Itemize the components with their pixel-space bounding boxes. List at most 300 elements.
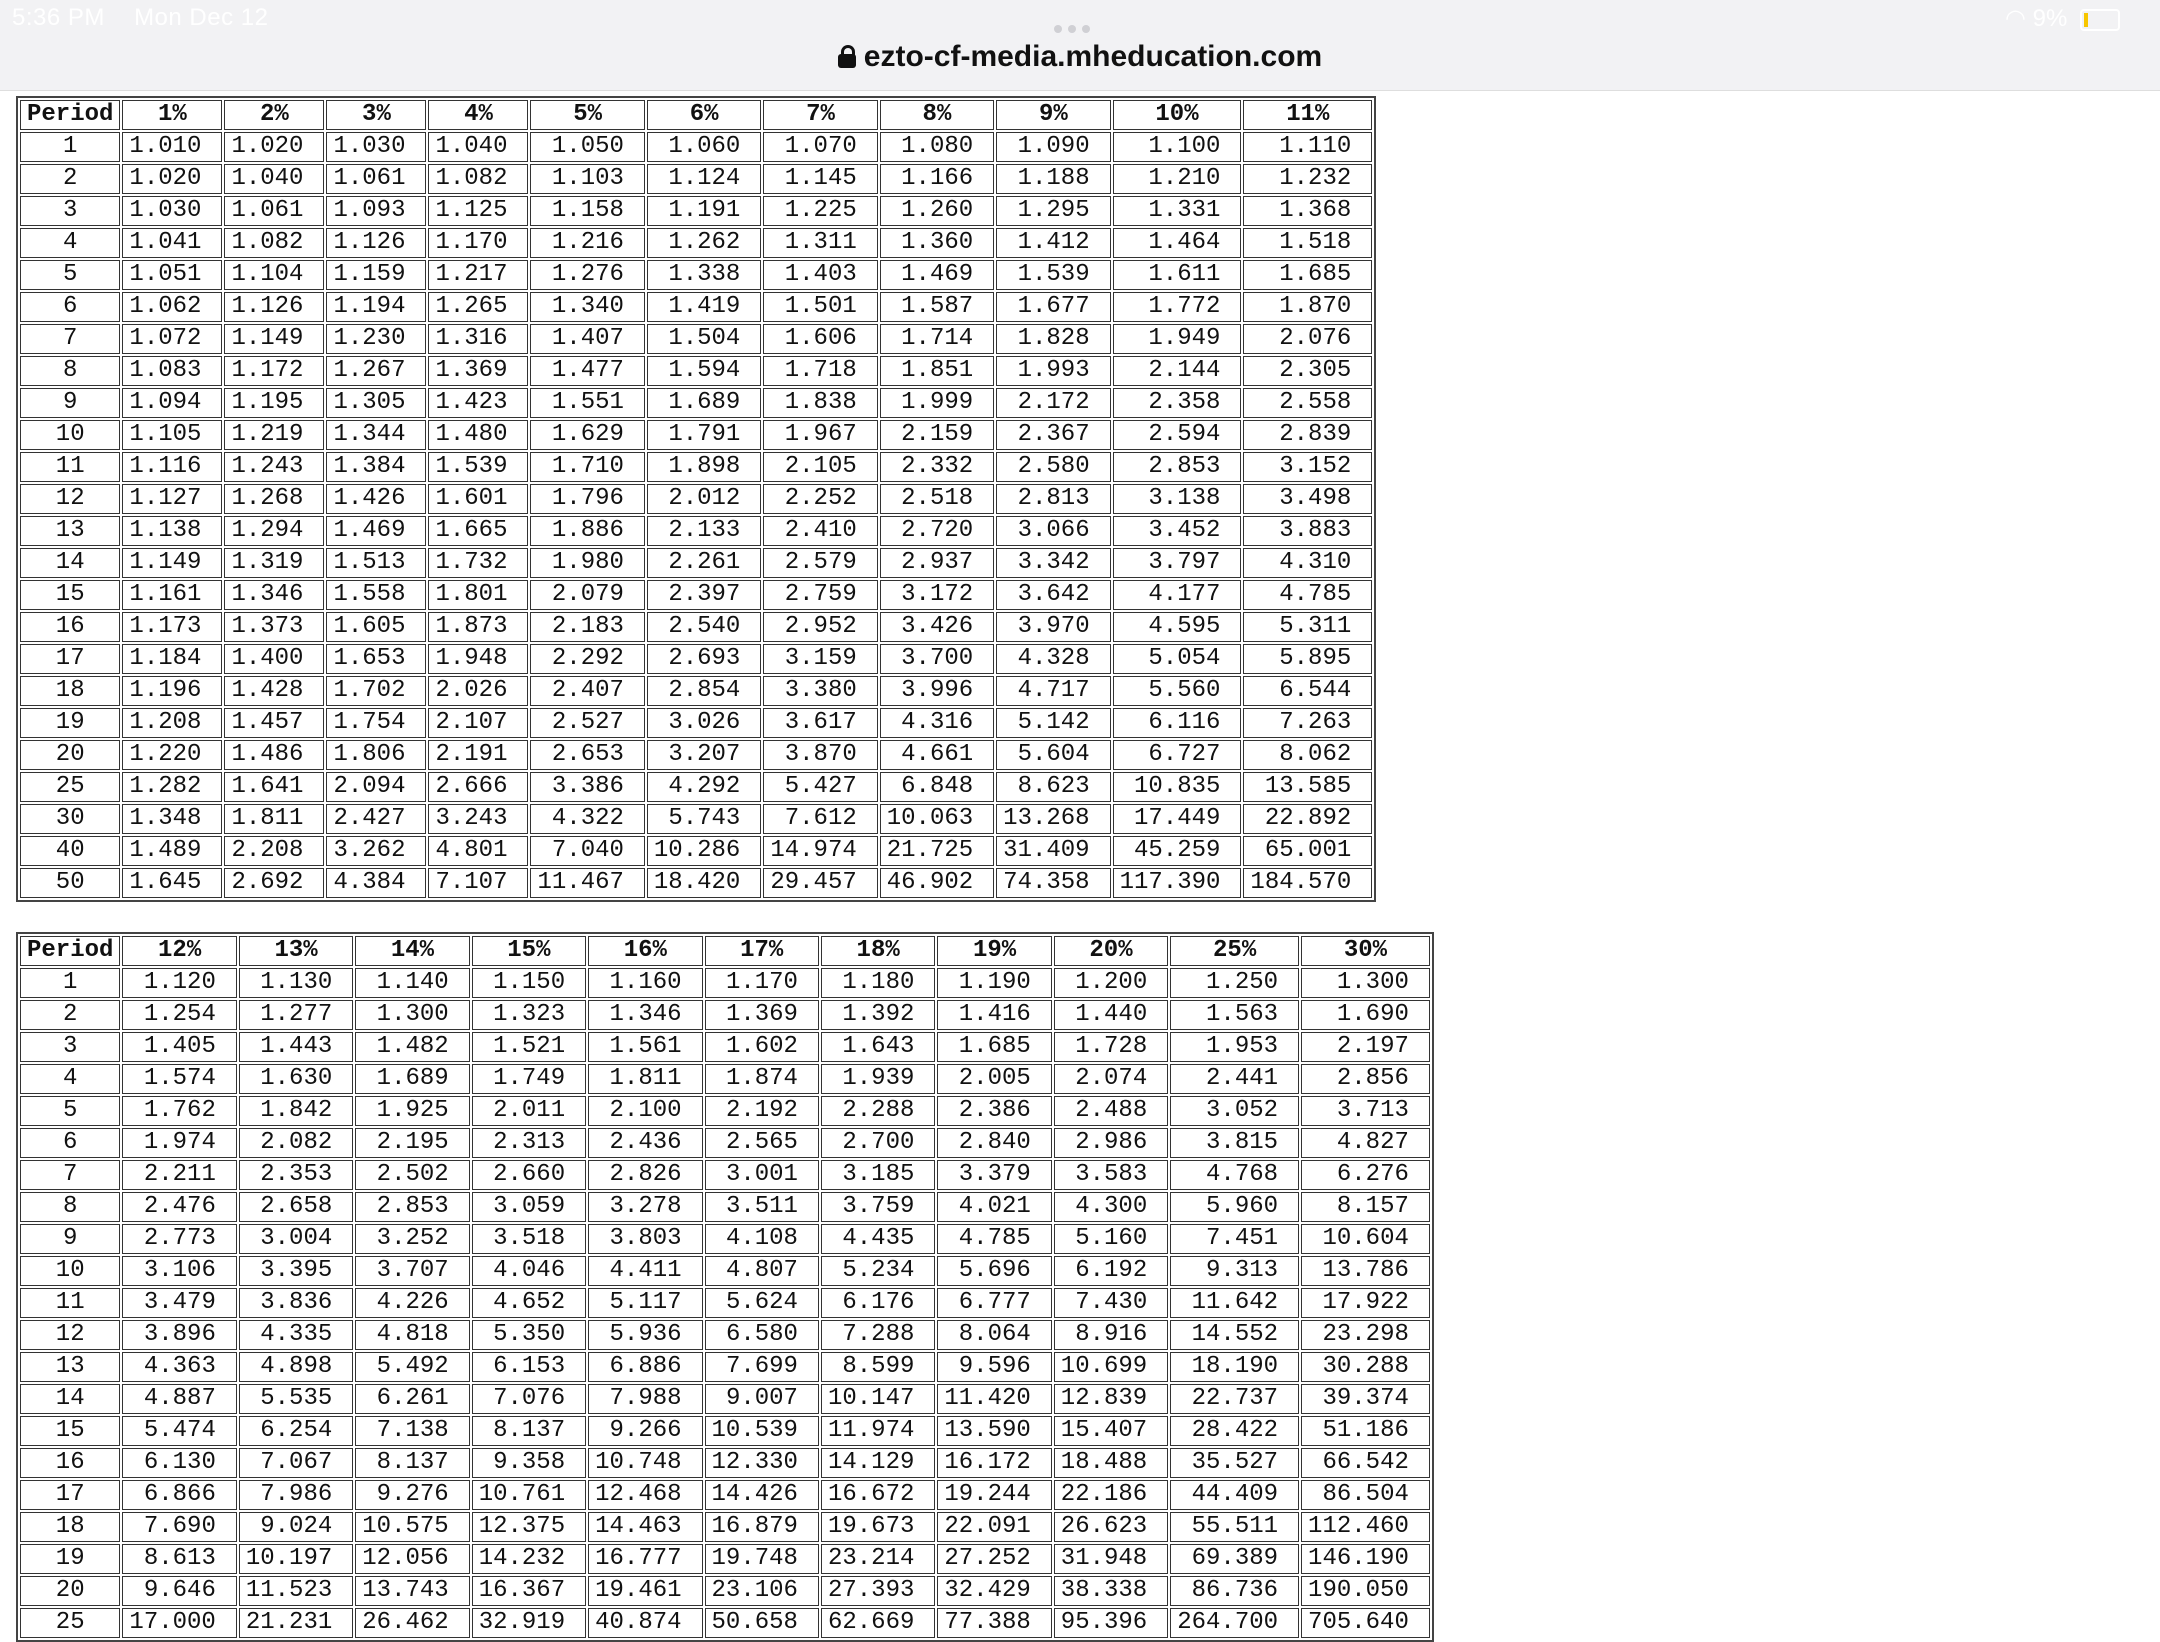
factor-cell: 5.535 [239,1384,353,1414]
factor-cell: 1.685 [1243,260,1372,290]
factor-cell: 2.853 [1113,452,1242,482]
table-header-row [20,100,1372,130]
factor-cell: 2.144 [1113,356,1242,386]
factor-cell: 1.060 [647,132,761,162]
factor-cell: 6.192 [1054,1256,1168,1286]
factor-cell: 1.416 [937,1000,1051,1030]
browser-top-bar [0,0,2160,91]
factor-cell: 16.879 [705,1512,819,1542]
factor-cell: 27.393 [821,1576,935,1606]
factor-cell: 7.138 [355,1416,469,1446]
factor-cell: 2.502 [355,1160,469,1190]
period-cell: 19 [20,708,120,738]
table-row [20,356,1372,386]
factor-cell: 4.292 [647,772,761,802]
factor-cell: 1.149 [122,548,222,578]
factor-cell: 6.276 [1301,1160,1430,1190]
factor-cell: 1.150 [472,968,586,998]
factor-cell: 1.158 [530,196,644,226]
period-cell: 14 [20,548,120,578]
factor-cell: 7.612 [763,804,877,834]
factor-cell: 7.699 [705,1352,819,1382]
period-cell: 5 [20,1096,120,1126]
factor-cell: 1.796 [530,484,644,514]
factor-cell: 1.030 [122,196,222,226]
factor-cell: 1.842 [239,1096,353,1126]
factor-cell: 1.482 [355,1032,469,1062]
factor-cell: 1.486 [224,740,324,770]
table-row [20,324,1372,354]
factor-cell: 1.250 [1170,968,1299,998]
factor-cell: 4.887 [122,1384,236,1414]
factor-cell: 22.186 [1054,1480,1168,1510]
factor-cell: 31.948 [1054,1544,1168,1574]
factor-cell: 1.428 [224,676,324,706]
factor-cell: 3.342 [996,548,1110,578]
period-cell: 4 [20,1064,120,1094]
factor-cell: 5.474 [122,1416,236,1446]
factor-cell: 1.265 [428,292,528,322]
multitask-handle-icon[interactable] [1054,20,1100,28]
factor-cell: 1.184 [122,644,222,674]
factor-cell: 9.007 [705,1384,819,1414]
factor-cell: 1.440 [1054,1000,1168,1030]
factor-cell: 3.207 [647,740,761,770]
factor-cell: 3.836 [239,1288,353,1318]
period-cell: 15 [20,1416,120,1446]
factor-cell: 32.429 [937,1576,1051,1606]
factor-cell: 30.288 [1301,1352,1430,1382]
factor-cell: 1.170 [428,228,528,258]
table-row [20,1032,1430,1062]
factor-cell: 28.422 [1170,1416,1299,1446]
factor-cell: 1.369 [705,1000,819,1030]
factor-cell: 6.176 [821,1288,935,1318]
factor-cell: 3.059 [472,1192,586,1222]
table-row [20,804,1372,834]
table-row [20,968,1430,998]
factor-cell: 31.409 [996,836,1110,866]
factor-cell: 1.217 [428,260,528,290]
factor-cell: 2.773 [122,1224,236,1254]
factor-cell: 2.427 [326,804,426,834]
period-cell: 18 [20,1512,120,1542]
factor-cell: 2.840 [937,1128,1051,1158]
factor-cell: 1.219 [224,420,324,450]
factor-cell: 1.874 [705,1064,819,1094]
factor-cell: 9.276 [355,1480,469,1510]
factor-cell: 4.046 [472,1256,586,1286]
table-row [20,868,1372,898]
factor-cell: 1.254 [122,1000,236,1030]
table-row [20,1096,1430,1126]
factor-cell: 1.300 [1301,968,1430,998]
period-cell: 5 [20,260,120,290]
factor-cell: 1.041 [122,228,222,258]
factor-cell: 17.000 [122,1608,236,1638]
table-row [20,1128,1430,1158]
status-date: Mon Dec 12 [134,4,269,31]
factor-cell: 12.056 [355,1544,469,1574]
factor-cell: 14.552 [1170,1320,1299,1350]
factor-cell: 9.024 [239,1512,353,1542]
factor-cell: 1.196 [122,676,222,706]
factor-cell: 1.967 [763,420,877,450]
period-cell: 8 [20,1192,120,1222]
factor-cell: 3.052 [1170,1096,1299,1126]
factor-cell: 1.159 [326,260,426,290]
factor-cell: 1.605 [326,612,426,642]
factor-cell: 1.384 [326,452,426,482]
factor-cell: 5.054 [1113,644,1242,674]
factor-cell: 15.407 [1054,1416,1168,1446]
factor-cell: 1.953 [1170,1032,1299,1062]
factor-cell: 2.410 [763,516,877,546]
table-row [20,1192,1430,1222]
factor-cell: 1.268 [224,484,324,514]
factor-cell: 8.064 [937,1320,1051,1350]
factor-cell: 1.140 [355,968,469,998]
factor-cell: 6.848 [880,772,994,802]
factor-cell: 3.700 [880,644,994,674]
factor-cell: 1.551 [530,388,644,418]
factor-cell: 2.658 [239,1192,353,1222]
rate-column-header: 11% [1243,100,1372,130]
factor-cell: 7.288 [821,1320,935,1350]
factor-cell: 1.412 [996,228,1110,258]
period-cell: 25 [20,1608,120,1638]
table-row [20,1352,1430,1382]
address-bar[interactable] [0,40,2160,74]
table-row [20,676,1372,706]
factor-cell: 5.234 [821,1256,935,1286]
factor-cell: 4.411 [588,1256,702,1286]
factor-cell: 4.661 [880,740,994,770]
factor-cell: 1.170 [705,968,819,998]
rate-column-header: 5% [530,100,644,130]
factor-cell: 86.504 [1301,1480,1430,1510]
factor-cell: 1.539 [428,452,528,482]
factor-cell: 1.124 [647,164,761,194]
factor-cell: 13.268 [996,804,1110,834]
factor-cell: 32.919 [472,1608,586,1638]
table-row [20,772,1372,802]
factor-cell: 1.754 [326,708,426,738]
rate-column-header: 7% [763,100,877,130]
factor-cell: 5.311 [1243,612,1372,642]
factor-cell: 1.191 [647,196,761,226]
factor-cell: 1.665 [428,516,528,546]
factor-cell: 9.313 [1170,1256,1299,1286]
factor-cell: 1.732 [428,548,528,578]
table-row [20,132,1372,162]
table-row [20,1160,1430,1190]
factor-cell: 1.949 [1113,324,1242,354]
factor-cell: 14.974 [763,836,877,866]
factor-cell: 1.710 [530,452,644,482]
table-row [20,580,1372,610]
factor-cell: 5.492 [355,1352,469,1382]
factor-cell: 1.419 [647,292,761,322]
factor-cell: 5.696 [937,1256,1051,1286]
factor-cell: 1.061 [326,164,426,194]
factor-cell: 4.898 [239,1352,353,1382]
factor-cell: 10.835 [1113,772,1242,802]
factor-cell: 1.300 [355,1000,469,1030]
factor-cell: 1.040 [224,164,324,194]
factor-cell: 1.685 [937,1032,1051,1062]
factor-cell: 4.177 [1113,580,1242,610]
factor-cell: 3.106 [122,1256,236,1286]
factor-cell: 1.305 [326,388,426,418]
factor-cell: 1.126 [326,228,426,258]
factor-cell: 5.560 [1113,676,1242,706]
factor-cell: 14.129 [821,1448,935,1478]
factor-cell: 11.467 [530,868,644,898]
table-row [20,612,1372,642]
factor-cell: 1.050 [530,132,644,162]
factor-cell: 4.435 [821,1224,935,1254]
factor-cell: 1.331 [1113,196,1242,226]
factor-cell: 3.797 [1113,548,1242,578]
period-cell: 2 [20,1000,120,1030]
period-cell: 10 [20,420,120,450]
table-row [20,548,1372,578]
factor-cell: 2.518 [880,484,994,514]
factor-cell: 10.197 [239,1544,353,1574]
factor-cell: 1.093 [326,196,426,226]
period-cell: 1 [20,132,120,162]
factor-cell: 1.718 [763,356,877,386]
factor-cell: 3.004 [239,1224,353,1254]
factor-cell: 1.188 [996,164,1110,194]
factor-cell: 40.874 [588,1608,702,1638]
factor-cell: 74.358 [996,868,1110,898]
factor-cell: 65.001 [1243,836,1372,866]
factor-cell: 12.330 [705,1448,819,1478]
table-row [20,1256,1430,1286]
factor-cell: 1.594 [647,356,761,386]
factor-cell: 12.839 [1054,1384,1168,1414]
rate-column-header: 10% [1113,100,1242,130]
factor-cell: 4.310 [1243,548,1372,578]
rate-column-header: 9% [996,100,1110,130]
period-cell: 8 [20,356,120,386]
factor-cell: 51.186 [1301,1416,1430,1446]
future-value-table-1 [16,96,1376,902]
factor-cell: 13.743 [355,1576,469,1606]
factor-cell: 1.373 [224,612,324,642]
factor-cell: 1.311 [763,228,877,258]
period-cell: 9 [20,1224,120,1254]
rate-column-header: 16% [588,936,702,966]
factor-cell: 1.513 [326,548,426,578]
factor-cell: 1.030 [326,132,426,162]
factor-cell: 22.892 [1243,804,1372,834]
rate-column-header: 4% [428,100,528,130]
factor-cell: 2.252 [763,484,877,514]
factor-cell: 1.220 [122,740,222,770]
factor-cell: 10.063 [880,804,994,834]
factor-cell: 1.316 [428,324,528,354]
factor-cell: 1.828 [996,324,1110,354]
factor-cell: 2.436 [588,1128,702,1158]
factor-cell: 6.866 [122,1480,236,1510]
factor-cell: 2.211 [122,1160,236,1190]
factor-cell: 1.480 [428,420,528,450]
factor-cell: 1.346 [588,1000,702,1030]
factor-cell: 2.666 [428,772,528,802]
factor-cell: 13.590 [937,1416,1051,1446]
factor-cell: 1.925 [355,1096,469,1126]
factor-cell: 4.807 [705,1256,819,1286]
factor-cell: 1.403 [763,260,877,290]
factor-cell: 2.332 [880,452,994,482]
factor-cell: 6.130 [122,1448,236,1478]
factor-cell: 1.405 [122,1032,236,1062]
factor-cell: 6.544 [1243,676,1372,706]
factor-cell: 1.643 [821,1032,935,1062]
factor-cell: 3.380 [763,676,877,706]
factor-cell: 3.642 [996,580,1110,610]
factor-cell: 3.278 [588,1192,702,1222]
factor-cell: 2.527 [530,708,644,738]
factor-cell: 2.305 [1243,356,1372,386]
factor-cell: 1.368 [1243,196,1372,226]
factor-cell: 1.138 [122,516,222,546]
rate-column-header: 18% [821,936,935,966]
factor-cell: 1.501 [763,292,877,322]
table-row [20,196,1372,226]
factor-cell: 10.604 [1301,1224,1430,1254]
factor-cell: 3.386 [530,772,644,802]
factor-cell: 2.759 [763,580,877,610]
factor-cell: 2.693 [647,644,761,674]
factor-cell: 19.461 [588,1576,702,1606]
factor-cell: 3.001 [705,1160,819,1190]
table-row [20,1224,1430,1254]
factor-cell: 29.457 [763,868,877,898]
factor-cell: 3.152 [1243,452,1372,482]
rate-column-header: 30% [1301,936,1430,966]
factor-cell: 1.104 [224,260,324,290]
factor-cell: 1.243 [224,452,324,482]
lock-icon [838,54,856,68]
factor-cell: 1.295 [996,196,1110,226]
status-bar-right [2005,4,2120,33]
factor-cell: 1.400 [224,644,324,674]
factor-cell: 1.230 [326,324,426,354]
factor-cell: 1.080 [880,132,994,162]
rate-column-header: 13% [239,936,353,966]
factor-cell: 2.011 [472,1096,586,1126]
factor-cell: 5.743 [647,804,761,834]
factor-cell: 1.611 [1113,260,1242,290]
factor-cell: 7.430 [1054,1288,1168,1318]
period-cell: 12 [20,484,120,514]
factor-cell: 1.690 [1301,1000,1430,1030]
factor-cell: 1.127 [122,484,222,514]
factor-cell: 2.407 [530,676,644,706]
factor-cell: 1.083 [122,356,222,386]
factor-cell: 23.106 [705,1576,819,1606]
factor-cell: 3.707 [355,1256,469,1286]
table-row [20,836,1372,866]
factor-cell: 3.518 [472,1224,586,1254]
factor-cell: 5.895 [1243,644,1372,674]
factor-cell: 1.166 [880,164,994,194]
factor-cell: 117.390 [1113,868,1242,898]
factor-cell: 3.252 [355,1224,469,1254]
factor-cell: 13.786 [1301,1256,1430,1286]
factor-cell: 2.986 [1054,1128,1168,1158]
factor-cell: 9.646 [122,1576,236,1606]
factor-cell: 1.521 [472,1032,586,1062]
factor-cell: 44.409 [1170,1480,1299,1510]
wifi-icon: ◠ [2005,5,2026,32]
factor-cell: 1.369 [428,356,528,386]
factor-cell: 4.108 [705,1224,819,1254]
factor-cell: 2.367 [996,420,1110,450]
period-cell: 6 [20,1128,120,1158]
factor-cell: 9.596 [937,1352,1051,1382]
factor-cell: 1.125 [428,196,528,226]
factor-cell: 45.259 [1113,836,1242,866]
factor-cell: 1.120 [122,968,236,998]
table-row [20,1448,1430,1478]
factor-cell: 2.107 [428,708,528,738]
factor-cell: 1.772 [1113,292,1242,322]
factor-cell: 1.173 [122,612,222,642]
factor-cell: 10.699 [1054,1352,1168,1382]
table-header-row [20,936,1430,966]
factor-cell: 2.159 [880,420,994,450]
factor-cell: 10.748 [588,1448,702,1478]
factor-cell: 1.563 [1170,1000,1299,1030]
factor-cell: 2.854 [647,676,761,706]
factor-cell: 19.244 [937,1480,1051,1510]
factor-cell: 2.082 [239,1128,353,1158]
factor-cell: 2.195 [355,1128,469,1158]
factor-cell: 190.050 [1301,1576,1430,1606]
factor-cell: 5.936 [588,1320,702,1350]
period-cell: 30 [20,804,120,834]
factor-cell: 2.192 [705,1096,819,1126]
period-cell: 15 [20,580,120,610]
factor-cell: 1.126 [224,292,324,322]
factor-cell: 14.232 [472,1544,586,1574]
period-cell: 16 [20,612,120,642]
factor-cell: 5.604 [996,740,1110,770]
table-row [20,1320,1430,1350]
factor-cell: 1.518 [1243,228,1372,258]
factor-cell: 1.898 [647,452,761,482]
factor-cell: 10.575 [355,1512,469,1542]
factor-cell: 3.870 [763,740,877,770]
factor-cell: 1.276 [530,260,644,290]
factor-cell: 4.322 [530,804,644,834]
period-cell: 3 [20,1032,120,1062]
factor-cell: 3.243 [428,804,528,834]
factor-cell: 112.460 [1301,1512,1430,1542]
factor-cell: 1.689 [355,1064,469,1094]
factor-cell: 4.021 [937,1192,1051,1222]
factor-cell: 12.375 [472,1512,586,1542]
factor-cell: 1.426 [326,484,426,514]
factor-cell: 1.457 [224,708,324,738]
rate-column-header: 1% [122,100,222,130]
factor-cell: 86.736 [1170,1576,1299,1606]
